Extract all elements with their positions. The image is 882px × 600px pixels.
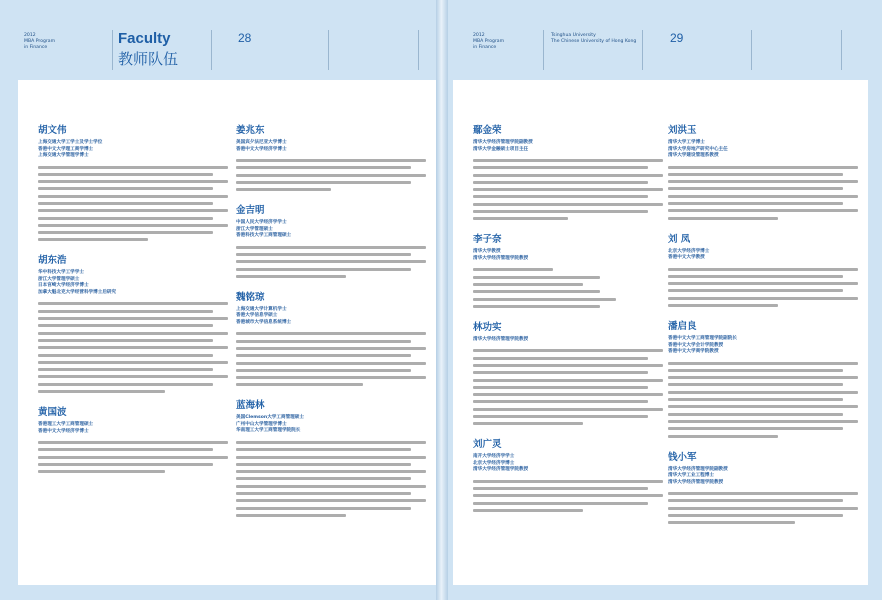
program-name: MBA Program: [24, 39, 56, 44]
faculty-bio: [473, 268, 663, 307]
bio-text-line: [473, 487, 648, 490]
bio-text-line: [38, 339, 213, 342]
faculty-credential: 美国宾夕法尼亚大学博士: [236, 140, 287, 145]
faculty-bio: [473, 159, 663, 220]
bio-text-line: [668, 173, 843, 176]
bio-text-line: [236, 492, 411, 495]
bio-text-line: [236, 181, 411, 184]
faculty-entry: [236, 125, 426, 191]
bio-text-line: [473, 349, 663, 352]
faculty-name: 蓝海林: [236, 400, 265, 412]
faculty-credential: 上海交通大学计算机学士: [236, 306, 287, 312]
left-page-header: [0, 0, 441, 80]
faculty-credential: 北京大学经济学博士: [668, 248, 710, 254]
program-label: [24, 33, 55, 51]
bio-text-line: [473, 502, 648, 505]
bio-text-line: [473, 276, 600, 279]
bio-text-line: [38, 463, 213, 466]
faculty-bio: [668, 492, 858, 524]
faculty-name: 李子奈: [473, 234, 502, 246]
bio-text-line: [473, 203, 663, 206]
bio-text-line: [38, 346, 228, 349]
bio-text-line: [668, 289, 843, 292]
bio-text-line: [668, 435, 778, 438]
bio-text-line: [38, 310, 213, 313]
bio-text-line: [236, 383, 363, 386]
faculty-name: 金吉明: [236, 205, 265, 217]
header-divider: [751, 30, 752, 70]
bio-text-line: [668, 398, 843, 401]
faculty-entry: [668, 321, 858, 437]
faculty-bio: [668, 166, 858, 220]
program-label: [473, 33, 504, 51]
bio-text-line: [38, 470, 165, 473]
faculty-bio: [236, 246, 426, 278]
faculty-credential: 香港城市大学信息系统博士: [236, 319, 292, 325]
right-page: [441, 0, 882, 600]
bio-text-line: [473, 408, 663, 411]
faculty-credential: 加拿大魁北克大学经营科学博士后研究: [38, 289, 117, 295]
bio-text-line: [668, 391, 858, 394]
bio-text-line: [668, 275, 843, 278]
bio-text-line: [236, 332, 426, 335]
bio-text-line: [473, 174, 663, 177]
faculty-name: 鄢金荣: [473, 125, 502, 136]
bio-text-line: [38, 166, 228, 169]
bio-text-line: [236, 463, 411, 466]
bio-text-line: [236, 499, 426, 502]
program-year: 2012: [24, 33, 36, 38]
faculty-credential: 浙江大学管理硕士: [236, 226, 273, 232]
bio-text-line: [473, 188, 663, 191]
bio-text-line: [236, 369, 411, 372]
bio-text-line: [236, 174, 426, 177]
faculty-credential: 香港理工大学工商管理硕士: [38, 422, 94, 428]
right-content-panel: [453, 80, 868, 585]
faculty-entry: [668, 234, 858, 307]
header-divider: [418, 30, 419, 70]
faculty-credential: 香港中文大学理工商学博士: [38, 146, 94, 152]
faculty-bio: [236, 159, 426, 191]
faculty-entry: [668, 125, 858, 220]
bio-text-line: [236, 166, 411, 169]
program-name: MBA Program: [473, 39, 505, 44]
bio-text-line: [473, 217, 568, 220]
bio-text-line: [473, 509, 583, 512]
bio-text-line: [668, 413, 843, 416]
bio-text-line: [473, 268, 553, 271]
faculty-credential: 清华大学金融硕士项目主任: [473, 146, 529, 152]
bio-text-line: [236, 354, 411, 357]
bio-text-line: [38, 317, 228, 320]
faculty-entry: [236, 205, 426, 278]
faculty-name: 刘 凤: [668, 233, 691, 245]
bio-text-line: [668, 209, 858, 212]
university-cuhk: The Chinese University of Hong Kong: [551, 39, 637, 44]
faculty-credential: 香港中文大学教授: [668, 255, 705, 261]
faculty-credential: 上海交通大学管理学博士: [38, 153, 89, 158]
bio-text-line: [236, 485, 426, 488]
bio-text-line: [38, 332, 228, 335]
faculty-name: 林功实: [473, 321, 502, 333]
faculty-credential: 浙江大学管理学硕士: [38, 276, 80, 282]
bio-text-line: [38, 180, 228, 183]
bio-text-line: [473, 386, 648, 389]
faculty-credential: 香港科技大学工商管理硕士: [236, 233, 292, 239]
bio-text-line: [236, 246, 426, 249]
bio-text-line: [473, 371, 648, 374]
bio-text-line: [38, 202, 213, 205]
bio-text-line: [38, 187, 213, 190]
bio-text-line: [668, 376, 858, 379]
faculty-credential: 香港大学信息学硕士: [236, 313, 278, 319]
bio-text-line: [38, 390, 165, 393]
faculty-credential: 香港中文大学工商管理学院副院长: [668, 336, 737, 342]
faculty-name: 潘启良: [668, 321, 697, 333]
bio-text-line: [236, 347, 426, 350]
faculty-credential: 香港中文大学经济学博士: [236, 146, 287, 152]
faculty-entry: [473, 234, 663, 307]
faculty-credential: 清华大学经济管理学院教授: [473, 467, 529, 473]
bio-text-line: [38, 231, 213, 234]
bio-text-line: [668, 521, 795, 524]
faculty-entry: [38, 407, 228, 473]
faculty-credential: 清华大学经济管理学院副教授: [473, 140, 533, 145]
faculty-credential: 中国人民大学经济学学士: [236, 220, 287, 226]
faculty-entry: [473, 439, 663, 512]
page-number: 28: [238, 31, 252, 45]
program-field: in Finance: [473, 45, 497, 50]
faculty-credential: 上海交通大学工学士及学士学位: [38, 140, 103, 145]
left-column-1: [38, 125, 228, 487]
bio-text-line: [668, 507, 858, 510]
bio-text-line: [38, 375, 228, 378]
bio-text-line: [236, 253, 411, 256]
faculty-name: 胡文伟: [38, 125, 67, 136]
page-number: 29: [670, 31, 684, 45]
right-column-2: [668, 125, 858, 538]
bio-text-line: [236, 514, 346, 517]
bio-text-line: [236, 448, 411, 451]
faculty-credential: 日本宫崎大学经济学博士: [38, 283, 89, 289]
left-column-2: [236, 125, 426, 531]
bio-text-line: [38, 195, 228, 198]
center-gutter: [436, 0, 448, 600]
faculty-bio: [236, 332, 426, 386]
bio-text-line: [236, 268, 411, 271]
header-divider: [328, 30, 329, 70]
bio-text-line: [668, 187, 843, 190]
bio-text-line: [668, 362, 858, 365]
bio-text-line: [668, 427, 843, 430]
faculty-bio: [236, 441, 426, 517]
bio-text-line: [473, 290, 600, 293]
faculty-credential: 美国Clemson大学工商管理硕士: [236, 415, 304, 421]
bio-text-line: [38, 448, 213, 451]
bio-text-line: [38, 173, 213, 176]
bio-text-line: [473, 181, 648, 184]
bio-text-line: [38, 302, 228, 305]
faculty-bio: [38, 166, 228, 242]
bio-text-line: [38, 456, 228, 459]
header-divider: [112, 30, 113, 70]
faculty-name: 魏铭琼: [236, 291, 265, 303]
bio-text-line: [38, 354, 213, 357]
bio-text-line: [473, 305, 600, 308]
bio-text-line: [38, 238, 148, 241]
bio-text-line: [473, 283, 583, 286]
faculty-credential: 清华大学教授: [473, 249, 501, 255]
faculty-credential: 清华大学工业工程博士: [668, 473, 714, 479]
bio-text-line: [668, 499, 843, 502]
bio-text-line: [38, 224, 228, 227]
bio-text-line: [473, 357, 648, 360]
faculty-credential: 清华大学房地产研究中心主任: [668, 146, 728, 152]
bio-text-line: [668, 217, 778, 220]
bio-text-line: [473, 159, 663, 162]
bio-text-line: [38, 383, 213, 386]
left-content-panel: [18, 80, 438, 585]
bio-text-line: [236, 340, 411, 343]
bio-text-line: [236, 507, 411, 510]
bio-text-line: [236, 362, 426, 365]
right-column-1: [473, 125, 663, 526]
faculty-entry: [38, 255, 228, 393]
faculty-entry: [473, 322, 663, 425]
bio-text-line: [38, 368, 213, 371]
bio-text-line: [38, 441, 228, 444]
bio-text-line: [668, 492, 858, 495]
bio-text-line: [668, 282, 858, 285]
bio-text-line: [236, 275, 346, 278]
bio-text-line: [473, 166, 648, 169]
bio-text-line: [473, 210, 648, 213]
faculty-credential: 清华大学经济管理学院教授: [473, 336, 529, 342]
faculty-bio: [668, 362, 858, 438]
faculty-credential: 香港中文大学经济学博士: [38, 428, 89, 434]
bio-text-line: [473, 393, 663, 396]
faculty-name: 姜兆东: [236, 125, 265, 136]
faculty-credential: 香港中文大学商学院教授: [668, 349, 719, 355]
bio-text-line: [236, 441, 426, 444]
bio-text-line: [668, 268, 858, 271]
faculty-credential: 南开大学经济学学士: [473, 454, 515, 460]
faculty-credential: 清华大学经济管理学院副教授: [668, 466, 728, 472]
bio-text-line: [668, 514, 843, 517]
bio-text-line: [236, 260, 426, 263]
bio-text-line: [236, 188, 331, 191]
faculty-bio: [473, 349, 663, 425]
header-divider: [642, 30, 643, 70]
bio-text-line: [473, 195, 648, 198]
bio-text-line: [668, 195, 858, 198]
bio-text-line: [473, 422, 583, 425]
bio-text-line: [473, 379, 663, 382]
program-year: 2012: [473, 33, 485, 38]
bio-text-line: [38, 217, 213, 220]
bio-text-line: [236, 477, 411, 480]
faculty-entry: [236, 292, 426, 387]
program-field: in Finance: [24, 45, 48, 50]
faculty-entry: [473, 125, 663, 220]
header-divider: [841, 30, 842, 70]
bio-text-line: [668, 420, 858, 423]
faculty-bio: [668, 268, 858, 307]
faculty-name: 黄国波: [38, 407, 67, 419]
bio-text-line: [473, 400, 648, 403]
bio-text-line: [668, 383, 843, 386]
bio-text-line: [236, 456, 426, 459]
faculty-credential: 华中科技大学工学学士: [38, 270, 84, 276]
faculty-name: 钱小军: [668, 451, 697, 463]
right-page-header: [441, 0, 882, 80]
bio-text-line: [668, 304, 778, 307]
bio-text-line: [38, 209, 228, 212]
bio-text-line: [473, 298, 616, 301]
university-label: [551, 33, 636, 45]
bio-text-line: [38, 324, 213, 327]
faculty-bio: [473, 480, 663, 512]
bio-text-line: [236, 470, 426, 473]
bio-text-line: [668, 166, 858, 169]
faculty-credential: 广州中山大学管理学博士: [236, 421, 287, 427]
faculty-credential: 清华大学工学博士: [668, 140, 705, 145]
faculty-name: 胡东浩: [38, 255, 67, 267]
faculty-credential: 香港中文大学会计学院教授: [668, 342, 724, 348]
bio-text-line: [668, 405, 858, 408]
faculty-bio: [38, 441, 228, 473]
university-tsinghua: Tsinghua University: [551, 33, 596, 38]
faculty-name: 刘洪玉: [668, 125, 697, 136]
section-title-en: Faculty: [118, 30, 171, 47]
section-title-cn: 教师队伍: [118, 50, 179, 68]
faculty-credential: 清华大学经济管理学院教授: [473, 255, 529, 261]
faculty-entry: [38, 125, 228, 241]
faculty-entry: [668, 452, 858, 525]
bio-text-line: [236, 159, 426, 162]
faculty-credential: 清华大学建设管理系教授: [668, 153, 719, 158]
bio-text-line: [668, 180, 858, 183]
bio-text-line: [473, 415, 648, 418]
faculty-credential: 清华大学经济管理学院教授: [668, 479, 724, 485]
header-divider: [211, 30, 212, 70]
faculty-credential: 北京大学经济学博士: [473, 460, 515, 466]
bio-text-line: [473, 364, 663, 367]
faculty-credential: 华南理工大学工商管理学院院长: [236, 428, 301, 434]
bio-text-line: [668, 297, 858, 300]
bio-text-line: [473, 480, 663, 483]
bio-text-line: [668, 369, 843, 372]
faculty-name: 刘广灵: [473, 439, 502, 451]
faculty-bio: [38, 302, 228, 393]
faculty-entry: [236, 400, 426, 516]
bio-text-line: [236, 376, 426, 379]
bio-text-line: [668, 202, 843, 205]
bio-text-line: [38, 361, 228, 364]
bio-text-line: [473, 494, 663, 497]
header-divider: [543, 30, 544, 70]
